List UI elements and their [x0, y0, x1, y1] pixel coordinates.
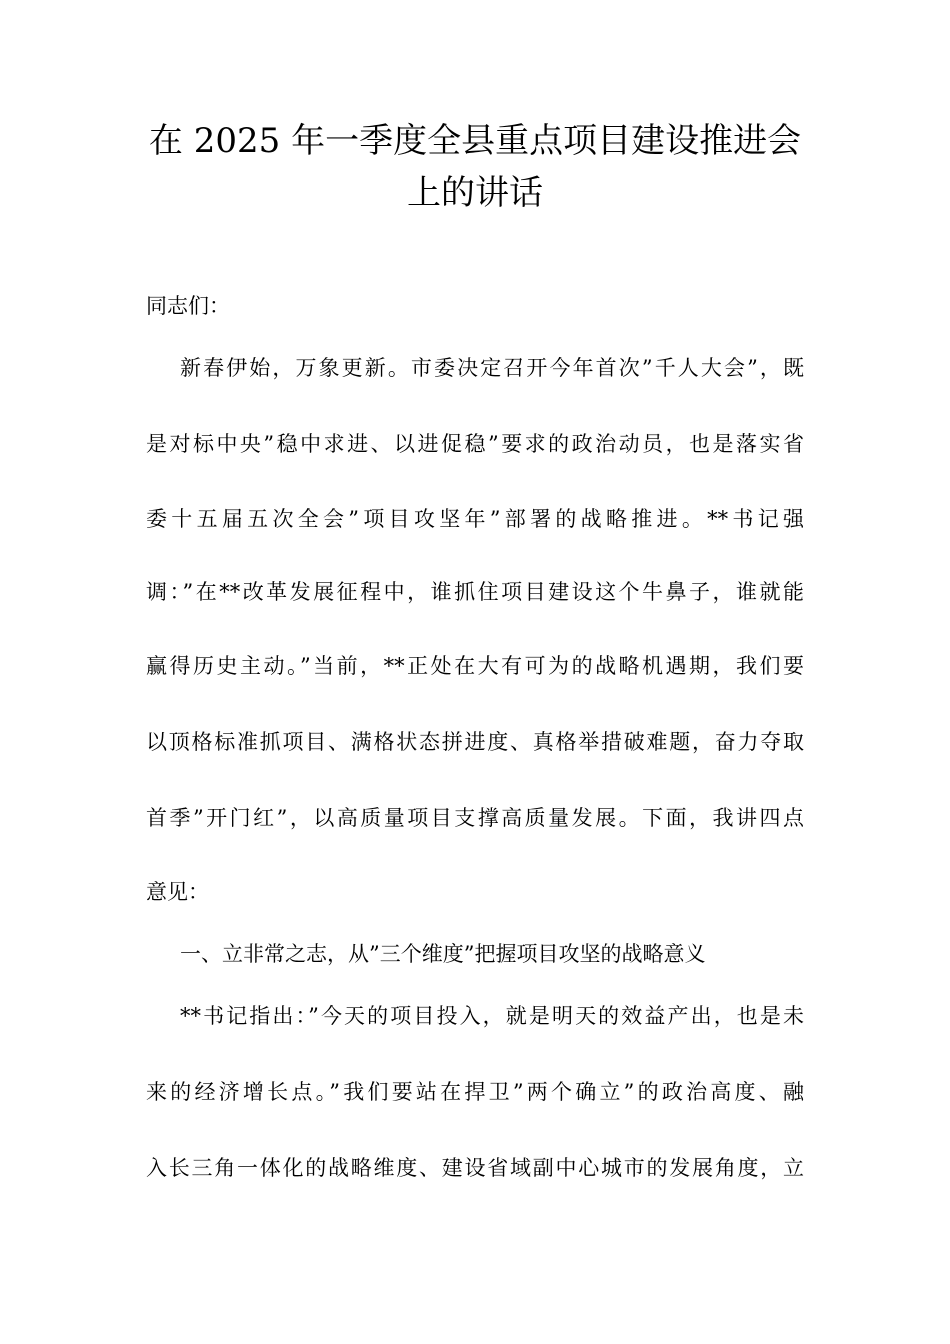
paragraph-1-line: 调：”在**改革发展征程中，谁抓住项目建设这个牛鼻子，谁就能	[146, 580, 804, 604]
paragraph-1-line: 新春伊始，万象更新。市委决定召开今年首次”千人大会”，既	[180, 356, 804, 380]
paragraph-2-line: 来的经济增长点。”我们要站在捍卫”两个确立”的政治高度、融	[146, 1080, 804, 1104]
paragraph-1-line: 赢得历史主动。”当前，**正处在大有可为的战略机遇期，我们要	[146, 654, 804, 678]
salutation: 同志们：	[146, 294, 230, 318]
paragraph-1-line: 意见：	[146, 880, 209, 904]
paragraph-2-line: 入长三角一体化的战略维度、建设省域副中心城市的发展角度，立	[146, 1156, 804, 1180]
paragraph-1-line: 是对标中央”稳中求进、以进促稳”要求的政治动员，也是落实省	[146, 432, 804, 456]
document-title-line-1: 在 2025 年一季度全县重点项目建设推进会	[148, 121, 802, 161]
paragraph-2-line: **书记指出：”今天的项目投入，就是明天的效益产出，也是未	[180, 1004, 804, 1028]
paragraph-1-line: 首季”开门红”，以高质量项目支撑高质量发展。下面，我讲四点	[146, 806, 804, 830]
paragraph-1-line: 以顶格标准抓项目、满格状态拼进度、真格举措破难题，奋力夺取	[146, 730, 804, 754]
paragraph-1-line: 委十五届五次全会”项目攻坚年”部署的战略推进。**书记强	[146, 507, 804, 531]
section-heading-1: 一、立非常之志，从”三个维度”把握项目攻坚的战略意义	[180, 942, 706, 966]
document-title-line-2: 上的讲话	[407, 173, 543, 213]
